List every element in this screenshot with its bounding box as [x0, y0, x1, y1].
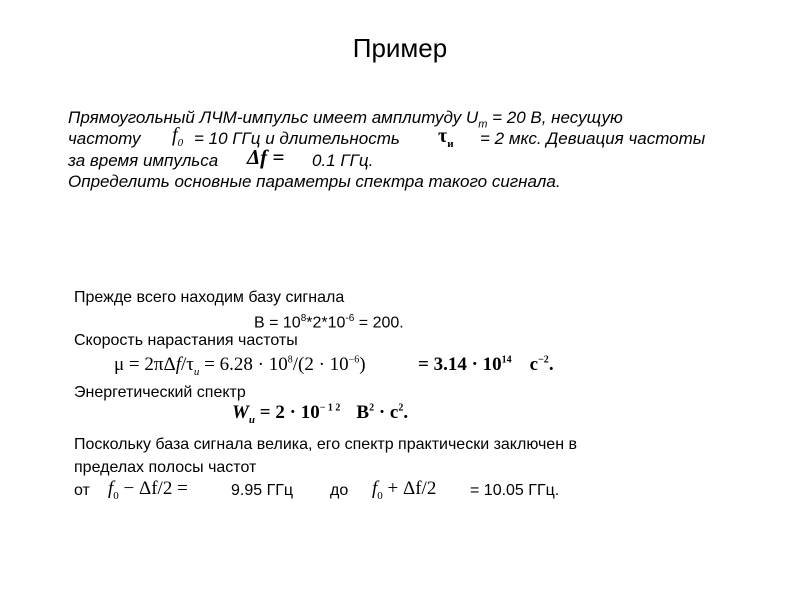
formula-part: .	[403, 402, 409, 423]
formula-exponent: 2	[369, 402, 375, 414]
problem-line-2-text-a: частоту	[68, 129, 141, 148]
solution-line-3: Скорость нарастания частоты	[74, 332, 298, 349]
upper-bound-formula	[372, 478, 436, 502]
f0-subscript: 0	[177, 137, 184, 149]
formula-part: f	[372, 478, 378, 499]
problem-line-3-text-a: за время импульса	[68, 151, 219, 170]
tau-symbol: τ	[438, 125, 448, 147]
formula-subscript: и	[193, 365, 200, 378]
problem-line-2-text-b: = 10 ГГц и длительность	[194, 129, 400, 148]
duration-symbol	[438, 125, 454, 150]
base-text: B = 10	[254, 314, 301, 332]
formula-part: /τ	[181, 354, 194, 375]
formula-part: − Δf/2 =	[118, 478, 188, 499]
formula-exponent: 2	[398, 402, 404, 414]
problem-line-3-text-b: 0.1 ГГц.	[312, 151, 374, 170]
lower-bound-value: 9.95 ГГц	[231, 482, 294, 499]
carrier-frequency-symbol	[172, 124, 183, 149]
formula-subscript: 0	[113, 489, 119, 502]
energy-formula	[232, 402, 408, 426]
solution-line-5: Поскольку база сигнала велика, его спектр практически заключен в	[74, 436, 577, 453]
formula-part: = 3.14 · 10	[418, 354, 502, 375]
formula-exponent: −6	[348, 354, 360, 366]
solution-line-4: Энергетический спектр	[74, 384, 246, 401]
rate-formula-left	[114, 354, 366, 378]
formula-part: = 2 · 10	[255, 402, 320, 423]
formula-unit: В	[356, 402, 370, 423]
upper-bound-value: = 10.05 ГГц.	[470, 482, 560, 499]
formula-part: + Δf/2	[382, 478, 437, 499]
from-label: от	[74, 482, 90, 499]
formula-part: )	[359, 354, 366, 375]
formula-exponent: 14	[501, 354, 512, 366]
formula-part: = 6.28 · 10	[199, 354, 288, 375]
amplitude-subscript: m	[478, 118, 488, 131]
exponent: 8	[300, 313, 307, 324]
problem-line-4: Определить основные параметры спектра такого сигнала.	[68, 172, 561, 191]
formula-part: f	[108, 478, 114, 499]
problem-line-2-text-c: = 2 мкс. Девиация частоты	[480, 129, 706, 148]
base-text: = 200.	[354, 314, 404, 332]
base-text: *2*10	[306, 314, 346, 332]
problem-text: = 20 В, несущую	[487, 108, 623, 127]
solution-line-1: Прежде всего находим базу сигнала	[74, 289, 345, 306]
formula-exponent: − 1 2	[319, 402, 341, 414]
formula-subscript: 0	[377, 489, 383, 502]
exponent: -6	[345, 313, 355, 324]
formula-part: .	[548, 354, 554, 375]
formula-exponent: −2	[538, 354, 549, 366]
lower-bound-formula	[108, 478, 188, 502]
formula-part: μ = 2πΔ	[114, 354, 176, 375]
base-formula	[254, 309, 404, 333]
tau-subscript: и	[447, 138, 454, 150]
rate-formula-right	[418, 354, 554, 376]
formula-exponent: 8	[287, 354, 293, 366]
f-symbol: f	[172, 124, 178, 146]
slide-title: Пример	[352, 33, 448, 63]
formula-part: /(2 · 10	[292, 354, 349, 375]
to-label: до	[330, 482, 349, 499]
formula-part: f	[175, 354, 181, 375]
solution-line-6: пределах полосы частот	[74, 459, 257, 476]
formula-unit: с	[529, 354, 539, 375]
formula-unit: · с	[374, 402, 399, 423]
problem-text: Прямоугольный ЛЧМ-импульс имеет амплитуду U	[68, 108, 479, 127]
formula-subscript: и	[248, 413, 256, 426]
deviation-symbol: Δf =	[247, 145, 285, 169]
formula-part: W	[232, 402, 249, 423]
